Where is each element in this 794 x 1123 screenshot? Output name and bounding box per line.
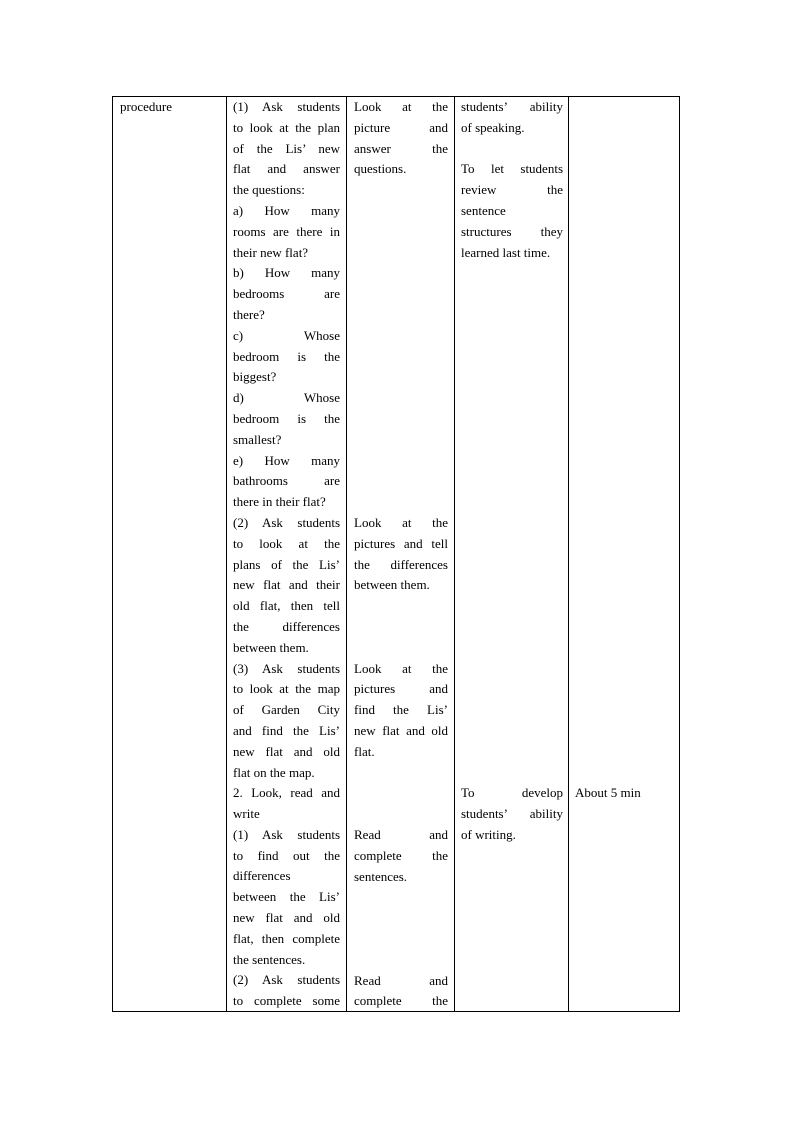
teacher-activity-step1 [233, 97, 340, 1012]
question-c-line: bedroom is the [233, 348, 340, 364]
text-line: students’ ability [461, 806, 563, 822]
step5-line: (2) Ask students [233, 972, 340, 988]
question-a-line: rooms are there in [233, 223, 340, 239]
step4-line: to find out the [233, 847, 340, 863]
step2-line: to look at the [233, 535, 340, 551]
column-divider [454, 97, 455, 1011]
text-line: (1) Ask students [233, 99, 340, 114]
question-b-line: b) How many [233, 265, 340, 281]
question-d-line: smallest? [233, 431, 282, 447]
text-line: pictures and tell [354, 535, 448, 551]
step3-line: to look at the map [233, 681, 340, 697]
step3-line: new flat and old [233, 743, 340, 759]
text-line: learned last time. [461, 244, 551, 260]
question-b-line: there? [233, 306, 265, 322]
text-line: answer the [354, 140, 448, 156]
stage-label-cell [120, 97, 220, 118]
step4-line: (1) Ask students [233, 826, 340, 842]
text-line: sentence [461, 202, 506, 218]
step4-line: differences [233, 868, 291, 884]
question-d-line: bedroom is the [233, 410, 340, 426]
student-activity-4 [354, 825, 448, 887]
text-line: structures they [461, 223, 563, 239]
step2-line: plans of the Lis’ [233, 556, 340, 572]
question-a-line: their new flat? [233, 244, 309, 260]
text-line: complete the [354, 847, 448, 863]
purpose-2 [461, 159, 563, 263]
stage-label: procedure [120, 99, 172, 114]
purpose-1 [461, 97, 563, 139]
step5-line: to complete some [233, 993, 340, 1009]
question-b-line: bedrooms are [233, 286, 340, 302]
student-activity-1 [354, 97, 448, 180]
column-divider [346, 97, 347, 1011]
column-divider [568, 97, 569, 1011]
column-divider [226, 97, 227, 1011]
step3-line: of Garden City [233, 702, 340, 718]
text-line: the differences [354, 556, 448, 572]
text-line: Read and [354, 972, 448, 988]
text-line: between them. [354, 577, 430, 593]
time-cell [575, 783, 675, 804]
text-line: flat and answer [233, 161, 340, 177]
question-e-line: there in their flat? [233, 494, 326, 510]
text-line: pictures and [354, 681, 448, 697]
step3-line: flat on the map. [233, 764, 315, 780]
text-line: Read and [354, 827, 448, 842]
text-line: To let students [461, 161, 563, 177]
text-line: new flat and old [354, 722, 448, 738]
text-line: complete the [354, 993, 448, 1009]
step4-line: new flat and old [233, 910, 340, 926]
text-line: review the [461, 182, 563, 198]
step3-line: (3) Ask students [233, 660, 340, 676]
text-line: of speaking. [461, 119, 525, 135]
step2-line: new flat and their [233, 577, 340, 593]
lesson-plan-table [112, 96, 680, 1012]
question-a-line: a) How many [233, 202, 340, 218]
step2-line: (2) Ask students [233, 514, 340, 530]
text-line: the questions: [233, 182, 305, 198]
question-c-line: c) Whose [233, 327, 340, 343]
text-line: sentences. [354, 868, 408, 884]
step2-line: old flat, then tell [233, 598, 340, 614]
section2-heading-line: 2. Look, read and [233, 785, 340, 801]
student-activity-5 [354, 971, 448, 1013]
purpose-3 [461, 783, 563, 845]
text-line: picture and [354, 119, 448, 135]
step2-line: between them. [233, 639, 309, 655]
text-line: of writing. [461, 826, 516, 842]
text-line: Look at the [354, 660, 448, 676]
text-line: of the Lis’ new [233, 140, 340, 156]
text-line: flat. [354, 743, 375, 759]
step4-line: flat, then complete [233, 930, 340, 946]
question-c-line: biggest? [233, 369, 277, 385]
text-line: Look at the [354, 99, 448, 114]
step3-line: and find the Lis’ [233, 722, 340, 738]
time-allotment: About 5 min [575, 785, 641, 801]
question-e-line: bathrooms are [233, 473, 340, 489]
step4-line: the sentences. [233, 951, 306, 967]
question-d-line: d) Whose [233, 390, 340, 406]
step4-line: between the Lis’ [233, 889, 340, 905]
student-activity-2 [354, 513, 448, 596]
section2-heading-line: write [233, 806, 260, 822]
text-line: questions. [354, 161, 407, 177]
text-line: Look at the [354, 515, 448, 530]
step2-line: the differences [233, 618, 340, 634]
text-line: students’ ability [461, 99, 563, 114]
text-line: find the Lis’ [354, 702, 448, 718]
text-line: to look at the plan [233, 119, 340, 135]
text-line: To develop [461, 785, 563, 801]
question-e-line: e) How many [233, 452, 340, 468]
student-activity-3 [354, 659, 448, 763]
